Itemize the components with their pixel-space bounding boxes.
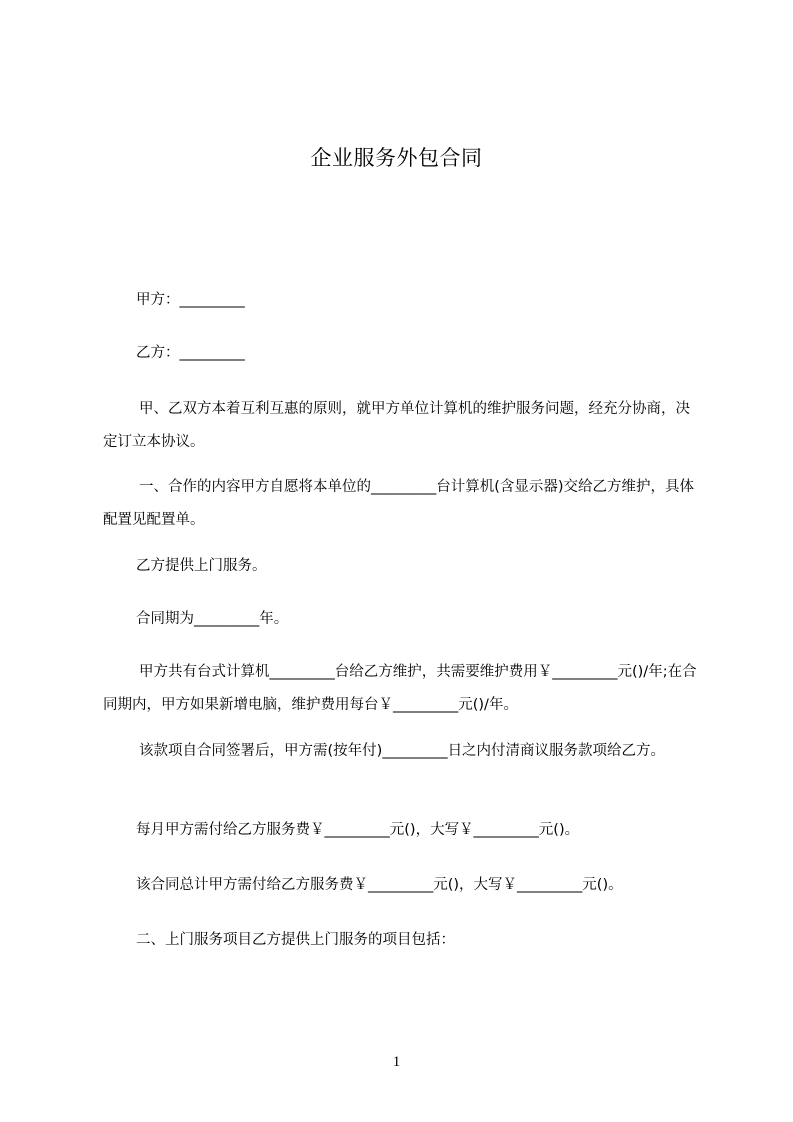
monthly-fee-line: 每月甲方需付给乙方服务费￥_________元()，大写￥_________元()。 [136,822,580,838]
payment-term-paragraph: 该款项自合同签署后，甲方需(按年付)_________日之内付清商议服务款项给乙方。 [139,743,666,759]
party-b-line: 乙方：_________ [136,345,245,361]
page-number: 1 [392,1054,401,1070]
party-a-line: 甲方：_________ [136,292,245,308]
clause-one-paragraph: 一、合作的内容甲方自愿将本单位的_________台计算机(含显示器)交给乙方维护，具体配置见配置单。 [103,479,695,528]
contract-term-line: 合同期为_________年。 [136,611,289,627]
preamble-paragraph: 甲、乙双方本着互利互惠的原则，就甲方单位计算机的维护服务问题，经充分协商，决定订立本协议。 [103,401,690,450]
onsite-service-line: 乙方提供上门服务。 [136,558,267,574]
clause-two-heading: 二、上门服务项目乙方提供上门服务的项目包括： [136,932,455,948]
total-fee-line: 该合同总计甲方需付给乙方服务费￥_________元()，大写￥_________元()。 [136,877,623,893]
document-title: 企业服务外包合同 [310,146,483,170]
maintenance-fee-paragraph: 甲方共有台式计算机_________台给乙方维护，共需要维护费用￥_________元()/年;在合同期内，甲方如果新增电脑，维护费用每台￥_________元()/年。 [103,664,697,713]
